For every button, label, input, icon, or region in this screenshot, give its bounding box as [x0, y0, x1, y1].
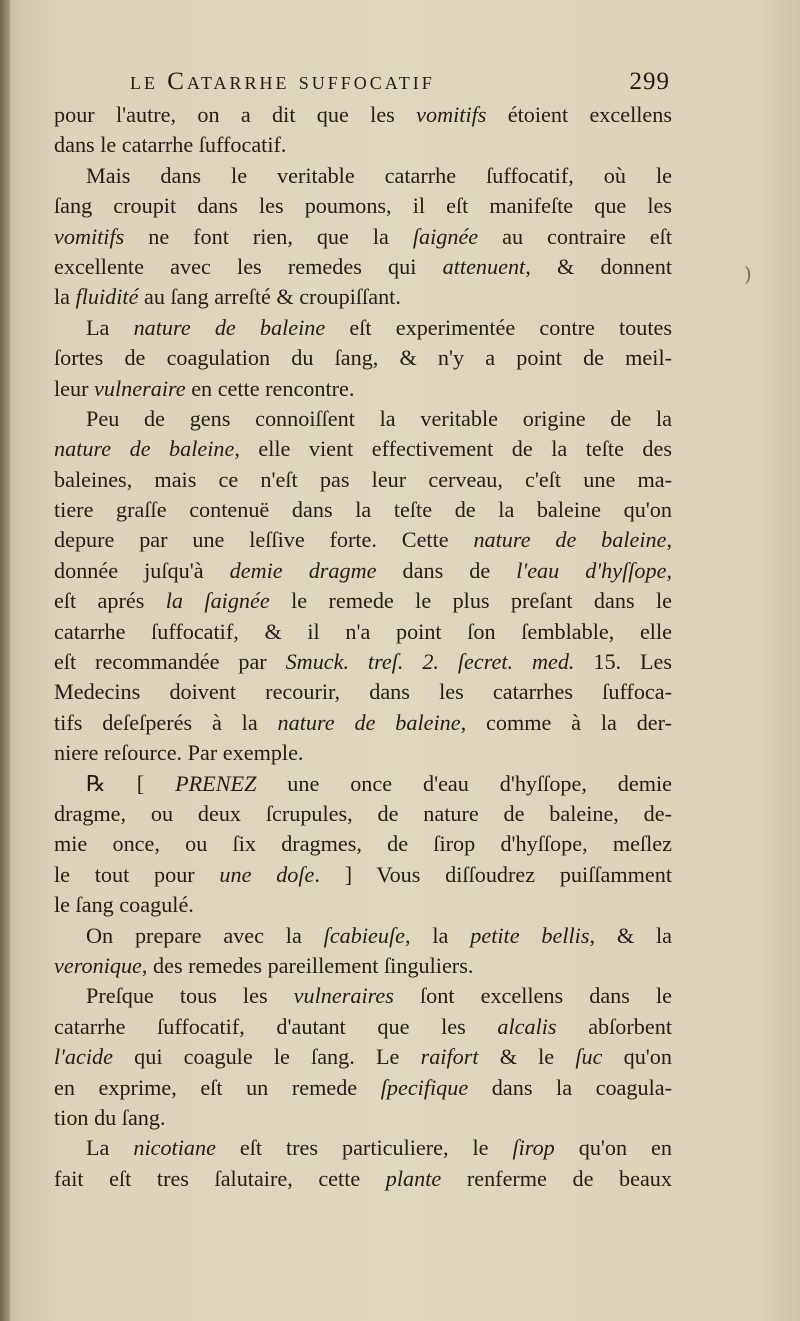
text-line: niere reſource. Par exemple.: [54, 740, 304, 766]
text-line: nature de baleine, elle vient effectivement de la teſte des: [54, 436, 672, 462]
text-line: le tout pour une doſe. ] Vous diſſoudrez puiſſamment: [54, 861, 672, 887]
text-line: Preſque tous les vulneraires ſont excellens dans le: [86, 983, 672, 1009]
text-line: fait eſt tres ſalutaire, cette plante renferme de beaux: [54, 1165, 672, 1191]
text-line: Medecins doivent recourir, dans les catarrhes ſuffoca-: [54, 679, 672, 705]
page-header: [130, 68, 670, 102]
page-number: 299: [629, 68, 670, 95]
text-line: veronique, des remedes pareillement ſinguliers.: [54, 952, 474, 978]
text-line: dans le catarrhe ſuffocatif.: [54, 132, 287, 158]
text-line: le ſang coagulé.: [54, 892, 194, 918]
text-line: Mais dans le veritable catarrhe ſuffocatif, où le: [86, 162, 672, 188]
text-line: eſt aprés la ſaignée le remede le plus preſant dans le: [54, 588, 672, 614]
text-line: catarrhe ſuffocatif, & il n'a point ſon ſemblable, elle: [54, 618, 672, 644]
text-line: la fluidité au ſang arreſté & croupiſſant.: [54, 284, 401, 310]
text-line: depure par une leſſive forte. Cette nature de baleine,: [54, 527, 672, 553]
body-text: [54, 100, 672, 1194]
text-line: dragme, ou deux ſcrupules, de nature de baleine, de-: [54, 800, 672, 826]
text-line: vomitifs ne font rien, que la ſaignée au contraire eſt: [54, 223, 672, 249]
text-line: ſang croupit dans les poumons, il eſt manifeſte que les: [54, 193, 672, 219]
text-line: tion du ſang.: [54, 1104, 166, 1130]
text-line: La nicotiane eſt tres particuliere, le ſirop qu'on en: [86, 1135, 672, 1161]
text-line: On prepare avec la ſcabieuſe, la petite bellis, & la: [86, 922, 672, 948]
text-line: Peu de gens connoiſſent la veritable origine de la: [86, 405, 672, 431]
page-binding-edge: [0, 0, 10, 1321]
text-line: La nature de baleine eſt experimentée contre toutes: [86, 314, 672, 340]
running-title: le Catarrhe suffocatif: [130, 68, 435, 95]
text-line: donnée juſqu'à demie dragme dans de l'eau d'hyſſope,: [54, 557, 672, 583]
text-line: catarrhe ſuffocatif, d'autant que les alcalis abſorbent: [54, 1013, 672, 1039]
text-line: mie once, ou ſix dragmes, de ſirop d'hyſſope, meſlez: [54, 831, 672, 857]
text-line: eſt recommandée par Smuck. treſ. 2. ſecret. med. 15. Les: [54, 649, 672, 675]
text-line: leur vulneraire en cette rencontre.: [54, 375, 355, 401]
text-line: excellente avec les remedes qui attenuent, & donnent: [54, 253, 672, 279]
text-line: ſortes de coagulation du ſang, & n'y a point de meil-: [54, 345, 672, 371]
text-line: ℞ [ PRENEZ une once d'eau d'hyſſope, demie: [86, 770, 672, 797]
text-line: baleines, mais ce n'eſt pas leur cerveau, c'eſt une ma-: [54, 466, 672, 492]
text-line: l'acide qui coagule le ſang. Le raifort & le ſuc qu'on: [54, 1044, 672, 1070]
text-line: en exprime, eſt un remede ſpecifique dans la coagula-: [54, 1074, 672, 1100]
text-line: pour l'autre, on a dit que les vomitifs étoient excellens: [54, 102, 672, 127]
margin-mark: ): [744, 262, 752, 286]
text-line: tiere graſſe contenuë dans la teſte de la baleine qu'on: [54, 497, 672, 523]
text-line: tifs deſeſperés à la nature de baleine, comme à la der-: [54, 709, 672, 735]
